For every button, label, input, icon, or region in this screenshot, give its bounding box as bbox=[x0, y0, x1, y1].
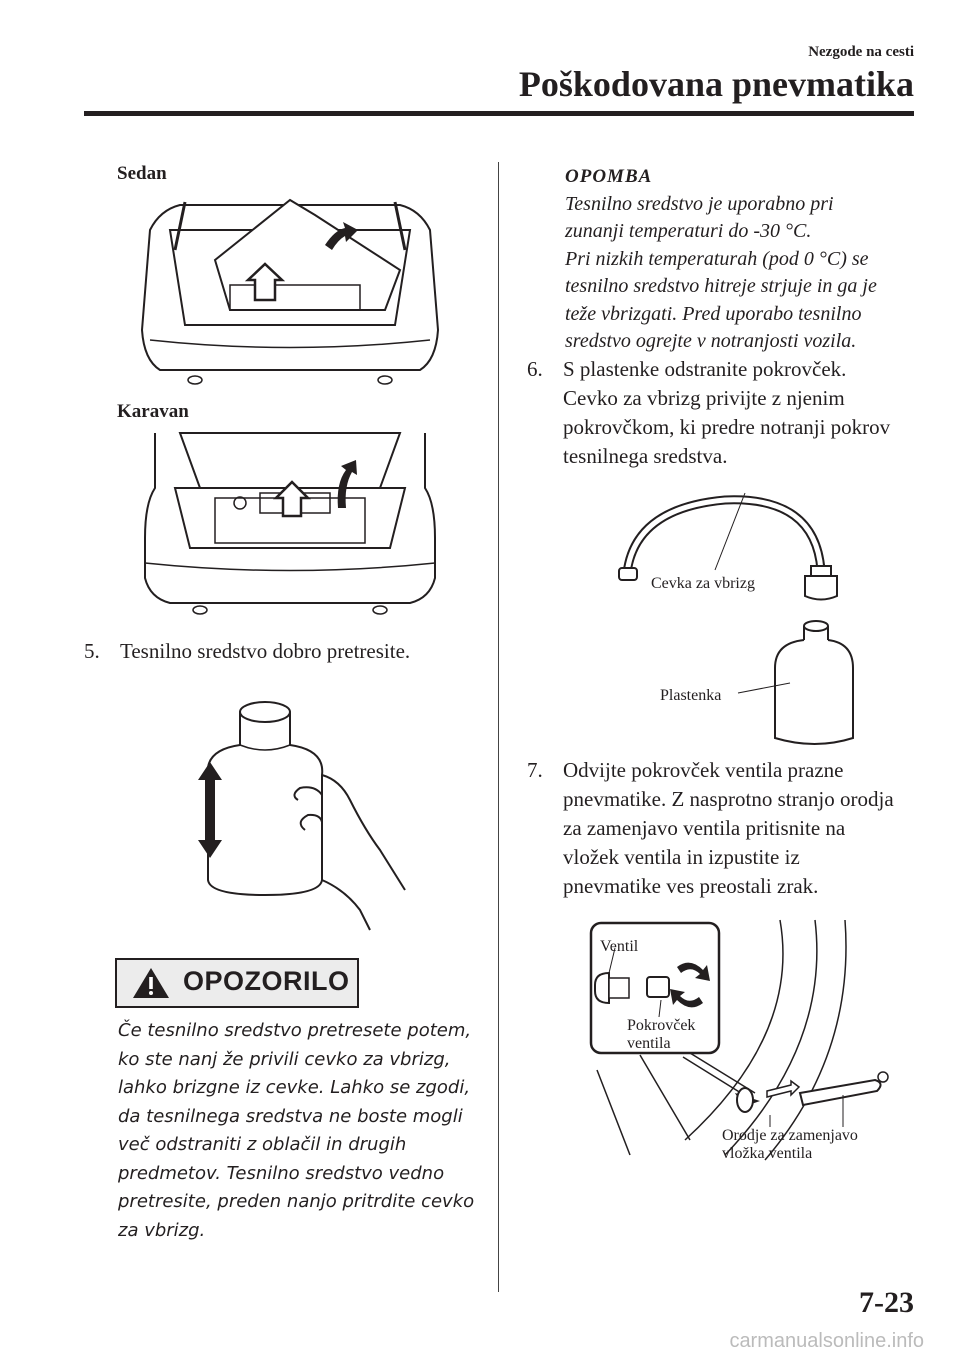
warning-line: pretresite, preden nanjo pritrdite cevko bbox=[118, 1191, 475, 1212]
warning-line: za vbrizg. bbox=[118, 1219, 206, 1241]
step-6-line: tesnilnega sredstva. bbox=[563, 444, 728, 468]
note-block bbox=[565, 163, 925, 356]
warning-line: Če tesnilno sredstvo pretresete potem, bbox=[118, 1020, 472, 1041]
valve-callout: Ventil bbox=[600, 938, 639, 955]
note-line: zunanji temperaturi do -30 °C. bbox=[565, 220, 812, 242]
section-title: Nezgode na cesti bbox=[808, 44, 914, 60]
valve-tool-callout bbox=[722, 1127, 858, 1163]
step-6 bbox=[527, 355, 927, 471]
valve-cap-callout bbox=[627, 1017, 695, 1053]
sedan-label: Sedan bbox=[117, 163, 167, 184]
page-title: Poškodovana pnevmatika bbox=[518, 64, 914, 104]
step-7-line: pnevmatike. Z nasprotno stranjo orodja bbox=[563, 787, 894, 811]
page-number: 7-23 bbox=[859, 1286, 914, 1319]
step-7-line: vložek ventila in izpustite iz bbox=[563, 845, 800, 869]
step-7-line: za zamenjavo ventila pritisnite na bbox=[563, 816, 846, 840]
warning-triangle-icon bbox=[131, 966, 171, 1000]
step-6-line: Cevko za vbrizg privijte z njenim bbox=[563, 386, 845, 410]
warning-title: OPOZORILO bbox=[183, 966, 350, 996]
valve-cap-callout-line: Pokrovček bbox=[627, 1017, 696, 1034]
warning-line: lahko brizgne iz cevke. Lahko se zgodi, bbox=[118, 1077, 471, 1098]
step-5 bbox=[84, 637, 484, 666]
valve-cap-callout-line: ventila bbox=[627, 1035, 671, 1052]
warning-line: več odstraniti z oblačil in drugih bbox=[118, 1134, 407, 1155]
step-7 bbox=[527, 756, 937, 901]
bottle-callout: Plastenka bbox=[660, 687, 722, 704]
shake-bottle-illustration bbox=[180, 690, 420, 940]
column-divider bbox=[498, 162, 499, 1292]
note-line: sredstvo ogrejte v notranjosti vozila. bbox=[565, 330, 857, 352]
warning-text bbox=[118, 1017, 478, 1245]
warning-line: predmetov. Tesnilno sredstvo vedno bbox=[118, 1162, 445, 1184]
note-line: teže vbrizgati. Pred uporabo tesnilno bbox=[565, 302, 862, 325]
hose-callout: Cevka za vbrizg bbox=[651, 575, 755, 592]
warning-banner bbox=[115, 958, 359, 1008]
valve-tool-callout-line: vložka ventila bbox=[722, 1145, 813, 1162]
step-6-line: pokrovčkom, ki predre notranji pokrov bbox=[563, 415, 891, 439]
watermark: carmanualsonline.info bbox=[729, 1330, 924, 1352]
step-5-number: 5. bbox=[84, 639, 100, 663]
note-heading: OPOMBA bbox=[565, 166, 653, 187]
sedan-trunk-illustration bbox=[140, 190, 440, 390]
warning-line: ko ste nanj že privili cevko za vbrizg, bbox=[118, 1048, 451, 1070]
step-5-text: Tesnilno sredstvo dobro pretresite. bbox=[120, 639, 411, 663]
step-7-number: 7. bbox=[527, 758, 543, 782]
wagon-trunk-illustration bbox=[140, 428, 440, 618]
warning-line: da tesnilnega sredstva ne boste mogli bbox=[118, 1105, 463, 1127]
step-7-line: Odvijte pokrovček ventila prazne bbox=[563, 758, 844, 782]
note-line: Pri nizkih temperaturah (pod 0 °C) se bbox=[565, 247, 869, 270]
step-6-line: S plastenke odstranite pokrovček. bbox=[563, 357, 847, 381]
note-line: tesnilno sredstvo hitreje strjuje in ga je bbox=[565, 275, 877, 297]
wagon-label: Karavan bbox=[117, 401, 189, 422]
note-line: Tesnilno sredstvo je uporabno pri bbox=[565, 192, 834, 215]
step-6-number: 6. bbox=[527, 357, 543, 381]
hose-and-bottle-illustration bbox=[615, 488, 860, 748]
header-rule bbox=[84, 111, 914, 116]
step-7-line: pnevmatike ves preostali zrak. bbox=[563, 874, 819, 898]
valve-tool-callout-line: Orodje za zamenjavo bbox=[722, 1127, 858, 1144]
